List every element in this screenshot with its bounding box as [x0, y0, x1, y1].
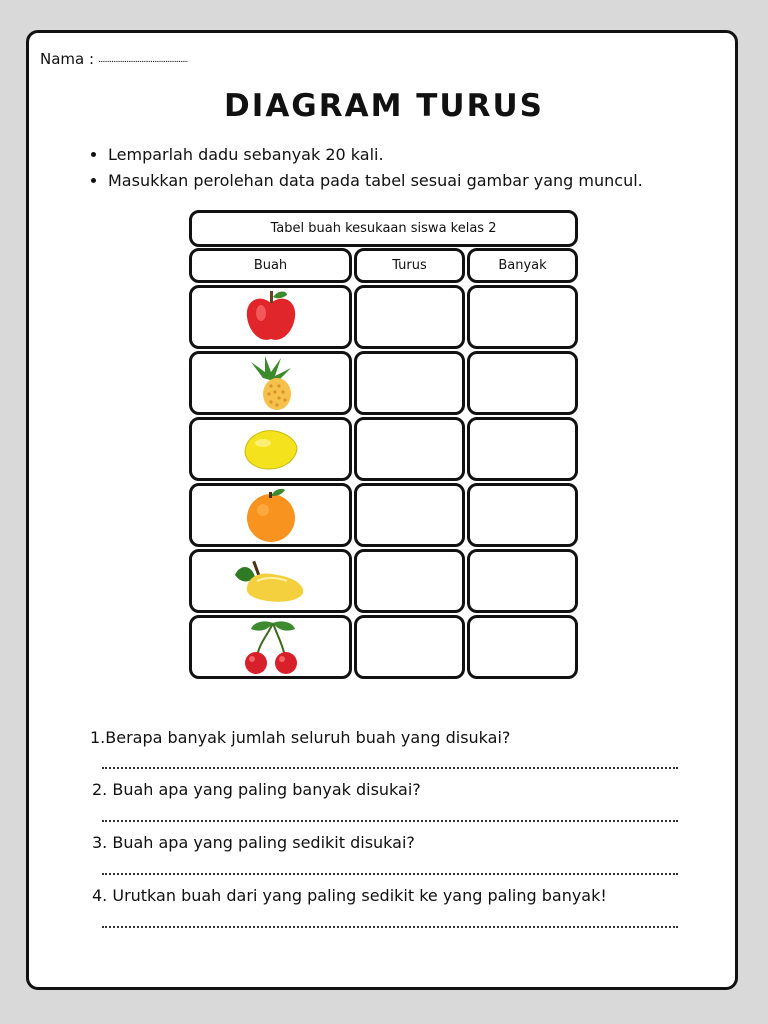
instruction-list: [88, 142, 643, 194]
turus-cell[interactable]: [354, 351, 465, 415]
fruit-cell: [189, 549, 352, 613]
turus-cell[interactable]: [354, 549, 465, 613]
turus-cell[interactable]: [354, 615, 465, 679]
banyak-cell[interactable]: [467, 417, 578, 481]
orange-icon: [241, 486, 301, 544]
header-banyak: Banyak: [467, 248, 578, 283]
answer-line-4[interactable]: [102, 926, 678, 928]
name-field[interactable]: [40, 50, 187, 68]
lemon-icon: [241, 425, 301, 473]
turus-cell[interactable]: [354, 285, 465, 349]
answer-line-2[interactable]: [102, 820, 678, 822]
answer-line-3[interactable]: [102, 873, 678, 875]
banyak-cell[interactable]: [467, 549, 578, 613]
fruit-cell: [189, 351, 352, 415]
instruction-item: • Lemparlah dadu sebanyak 20 kali.: [108, 142, 643, 168]
question-1: 1.Berapa banyak jumlah seluruh buah yang disukai?: [90, 728, 511, 747]
answer-line-1[interactable]: [102, 767, 678, 769]
mango-icon: [233, 555, 309, 607]
page-title: DIAGRAM TURUS: [224, 88, 544, 124]
name-label: Nama :: [40, 50, 95, 68]
question-4: 4. Urutkan buah dari yang paling sedikit ke yang paling banyak!: [92, 886, 607, 905]
fruit-cell: [189, 615, 352, 679]
table-caption: Tabel buah kesukaan siswa kelas 2: [189, 210, 578, 247]
banyak-cell[interactable]: [467, 615, 578, 679]
pineapple-icon: [241, 354, 301, 412]
turus-cell[interactable]: [354, 417, 465, 481]
banyak-cell[interactable]: [467, 351, 578, 415]
apple-icon: [241, 289, 301, 345]
header-buah: Buah: [189, 248, 352, 283]
fruit-cell: [189, 483, 352, 547]
header-turus: Turus: [354, 248, 465, 283]
fruit-cell: [189, 417, 352, 481]
banyak-cell[interactable]: [467, 483, 578, 547]
question-2: 2. Buah apa yang paling banyak disukai?: [92, 780, 421, 799]
question-3: 3. Buah apa yang paling sedikit disukai?: [92, 833, 415, 852]
name-dotted-line: ................................................: [98, 55, 188, 65]
instruction-item: • Masukkan perolehan data pada tabel sesuai gambar yang muncul.: [108, 168, 643, 194]
fruit-cell: [189, 285, 352, 349]
turus-cell[interactable]: [354, 483, 465, 547]
banyak-cell[interactable]: [467, 285, 578, 349]
cherry-icon: [239, 619, 303, 675]
